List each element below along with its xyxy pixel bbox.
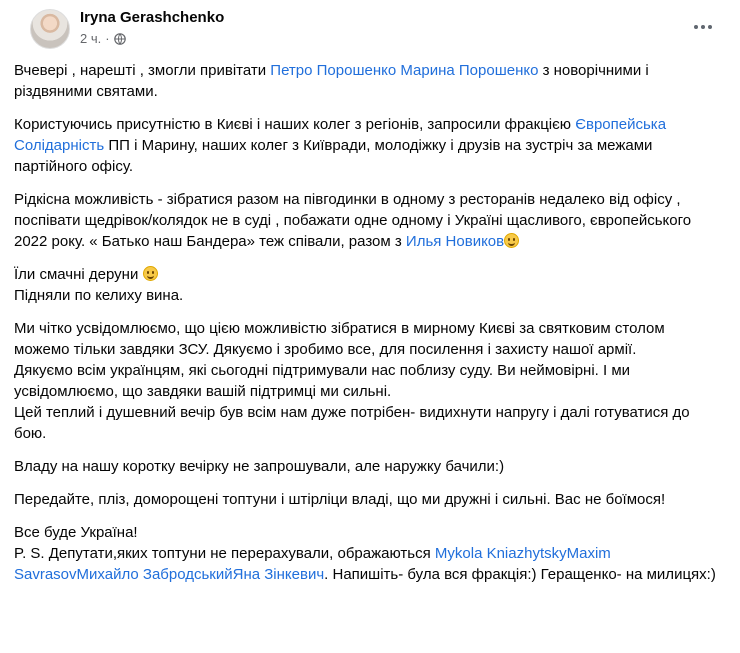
paragraph-6: Дякуємо всім українцям, які сьогодні підтримували нас поблизу суду. Ви неймовірні. І ми усвідомлюємо, що завдяки вашій підтримці ми сильні. (14, 362, 631, 400)
post-meta (80, 31, 126, 46)
text: . Напишіть- була вся фракція:) Геращенко- на милицях:) (324, 566, 716, 583)
meta-separator: · (105, 31, 110, 46)
text: Користуючись присутністю в Києві і наших колег з регіонів, запросили фракцією (14, 116, 576, 133)
mention-maxim-savrasov[interactable]: Maxim Savrasov (14, 545, 611, 583)
text: Рідкісна можливість - зібратися разом на півгодинки в одному з ресторанів недалеко від офісу , поспівати щедрівок/колядок не в суді , побажати одне одному і Україні щасливого, європейського 2022 року. « Батько наш Бандера» теж співали, разом з (14, 191, 692, 250)
paragraph-4b: Підняли по келиху вина. (14, 287, 184, 304)
mention-maryna-poroshenko[interactable]: Марина Порошенко (400, 62, 539, 79)
paragraph-5: Ми чітко усвідомлюємо, що цією можливістю зібратися в мирному Києві за святковим столом можемо тільки завдяки ЗСУ. Дякуємо і зробимо все, для посилення і захисту нашої армії. (14, 320, 665, 358)
text: Їли смачні деруни (14, 266, 143, 283)
mention-mykola-kniazhytsky[interactable]: Mykola Kniazhytsky (434, 545, 567, 562)
smile-emoji-icon (143, 266, 158, 281)
paragraph-3 (14, 189, 720, 252)
mention-illia-novikov[interactable]: Илья Новиков (405, 233, 505, 250)
paragraph-2 (14, 114, 720, 177)
paragraph-8: Владу на нашу коротку вечірку не запрошували, але наружку бачили:) (14, 458, 505, 475)
paragraph-7: Цей теплий і душевний вечір був всім нам дуже потрібен- видихнути напругу і далі готуватися до бою. (14, 404, 690, 442)
author-avatar[interactable] (30, 9, 70, 49)
paragraph-1 (14, 60, 720, 102)
more-options-icon[interactable] (692, 16, 714, 38)
text: P. S. Депутати,яких топтуни не перерахували, ображаються (14, 545, 435, 562)
text: Вчевері , нарешті , змогли привітати (14, 62, 271, 79)
mention-mykhailo-zabrodskyi[interactable]: Михайло Забродський (76, 566, 233, 583)
globe-icon[interactable] (114, 33, 126, 45)
paragraph-9: Передайте, пліз, доморощені топтуни і штірліци владі, що ми дружні і сильні. Вас не боїмося! (14, 491, 666, 508)
paragraph-11 (14, 543, 720, 585)
post-timestamp[interactable]: 2 ч. (80, 31, 102, 46)
post-body (14, 60, 720, 597)
paragraph-10: Все буде Україна! (14, 524, 138, 541)
mention-petro-poroshenko[interactable]: Петро Порошенко (270, 62, 397, 79)
text: ПП і Марину, наших колег з Київради, молодіжку і друзів на зустріч за межами партійного офісу. (14, 137, 653, 175)
post-header (16, 0, 724, 58)
paragraph-4a (14, 264, 720, 285)
smile-emoji-icon (504, 233, 519, 248)
mention-european-solidarity[interactable]: Європейська Солідарність (14, 116, 667, 154)
author-name[interactable]: Iryna Gerashchenko (80, 9, 225, 26)
mention-yana-zinkevych[interactable]: Яна Зінкевич (232, 566, 325, 583)
text: з новорічними і різдвяними святами. (14, 62, 649, 100)
